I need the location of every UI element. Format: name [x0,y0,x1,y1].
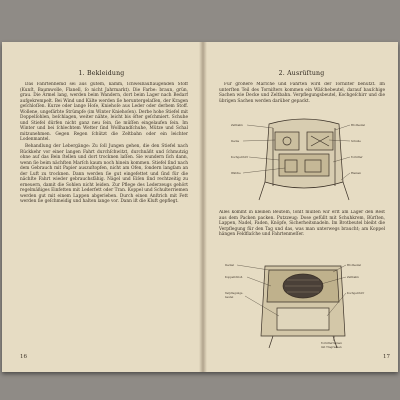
label-tragriemen: mit Tragriemen [321,346,342,349]
label-brotbeutel-2: Brotbeutel [347,264,362,267]
left-page [2,42,201,372]
right-chapter-title: 2. Ausrüſtung [278,70,325,77]
label-koppelschloss: Koppelſchloß [225,276,243,279]
left-paragraph-1: Das Fahrtenhemd sei aus gutem, kamm, ſchweißaufſaugenden Stoff (Kunſt, Baumwolle, Flanell, ſo nicht Jahrmarkt). Die Farbe: braun, grün, grau. Die Ärmel lang, werden beim Wandern, dort beim Lager nach Bedarf aufgekrempelt. Bei Wind und Kälte werden ſie heruntergelaſſen, der Kragen geſchloſſen. Kurze oder lange Hoſe, Kniehoſe aus Leder oder derbem Stoff. Wollene, ungefärbte Strümpfe (im Winter Kniehoſen). Derbe hohe Stiefel mit Doppelſohlen, beſchlagen, weiter nähte, leicht bis öfter geſchmiert. Schuhe und Stiefel dürfen nicht ganz neu ſein, ſie müſſen eingelaufen ſein. Im Winter und bei ſchlechtem Wetter ſind Wollhandſchuhe, Mütze und Schal mitzunehmen. Gegen Regen ſchützt die Zeltbahn oder ein leichter Lodenmantel. [20,82,188,143]
rucksack-drawing [261,266,345,348]
label-zeltbahn: Zeltbahn [231,124,243,127]
label-schuhe: Schuhe [351,140,361,143]
label-zeltbahn-2: Zeltbahn [347,276,359,279]
label-beutel: beutel [225,296,234,299]
label-riemen: Riemen [351,172,361,175]
label-kochgeschirr: Kochgeſchirr [231,156,249,159]
right-body-text [219,210,385,254]
label-decke: Decke [231,140,240,143]
left-paragraph-2: Behandlung der Lebergänge: Zu ſoll Jungen gehen, die den Stiefel nach Rückkehr vor einer langen Fahrt durchſchwitzt, durchnäßt und ſchmutzig ohne auf das Bein ſtellen und dort trocknen laſſen. Sie wundern ſich dann, wenn ſie beim nächſten Marſch kaum noch hinein kommen. Stiefel ſind nach dem Gebrauch mit Papier auszuſtopfen, nicht am Ofen, ſondern langſam an der Luft zu trocknen. Dann werden ſie gut eingefettet und ſind für die nächſte Fahrt wieder gebrauchsfähig. Nägel und Eiſen ſind rechtzeitig zu erneuern, damit die Sohlen nicht leiden. Zur Pflege des Lederzeugs gehört regelmäßiges Einfetten mit Lederfett oder Tran. Koppel und Schulterriemen werden gut mit einem Lappen abgerieben. Durch einen Anſtrich mit Fett werden ſie geſchmeidig und halten lange vor. Dann iſt die Kluft gepflegt. [20,144,188,205]
right-page-number: 17 [383,354,390,360]
label-brotbeutel: Brotbeutel [351,124,366,127]
right-intro-paragraph: Für größere Märſche und Fahrten wird der Torniſter benutzt. Im unterſten Teil des Torniſters kommen ein Wäſchebeutel, darauf bauſchige Sachen wie Decke und Zeltbahn. Verpflegungsbeutel, Kochgeſchirr und die übrigen Sachen werden darüber gepackt. [219,82,385,104]
figure-open-rucksack [223,256,383,352]
label-verpflegungs: Verpflegungs- [225,292,244,295]
label-waesche: Wäſche [231,172,241,175]
left-chapter-title: 1. Bekleidung [78,70,125,77]
label-tornister: Torniſter [351,156,363,159]
label-kochgeschirr-2: Kochgeſchirr [347,292,365,295]
left-page-text [20,82,188,344]
label-tornisterriemen: Torniſterriemen [321,342,342,345]
left-page-number: 16 [20,354,27,360]
open-book [2,42,398,372]
figure-backpack-packing [229,112,379,207]
right-paragraph-2: Alles kommt in kleinen Beuteln, ſonſt müſſen wir erſt am Lager den Rest aus dem Packen packen. Putzzeug: Dose gefüllt mit Schuhkrem, Bürſten, Lappen, Nadel, Faden, Knöpfe, Sicherheitsnadeln. Im Brotbeutel bleibt die Verpflegung für den Tag und das, was man unterwegs braucht; am Koppel hängen Feldflaſche und Fahrtenmeſſer. [219,210,385,238]
right-page [205,42,398,372]
label-deckel: Deckel [225,264,235,267]
right-intro-text [219,82,385,110]
